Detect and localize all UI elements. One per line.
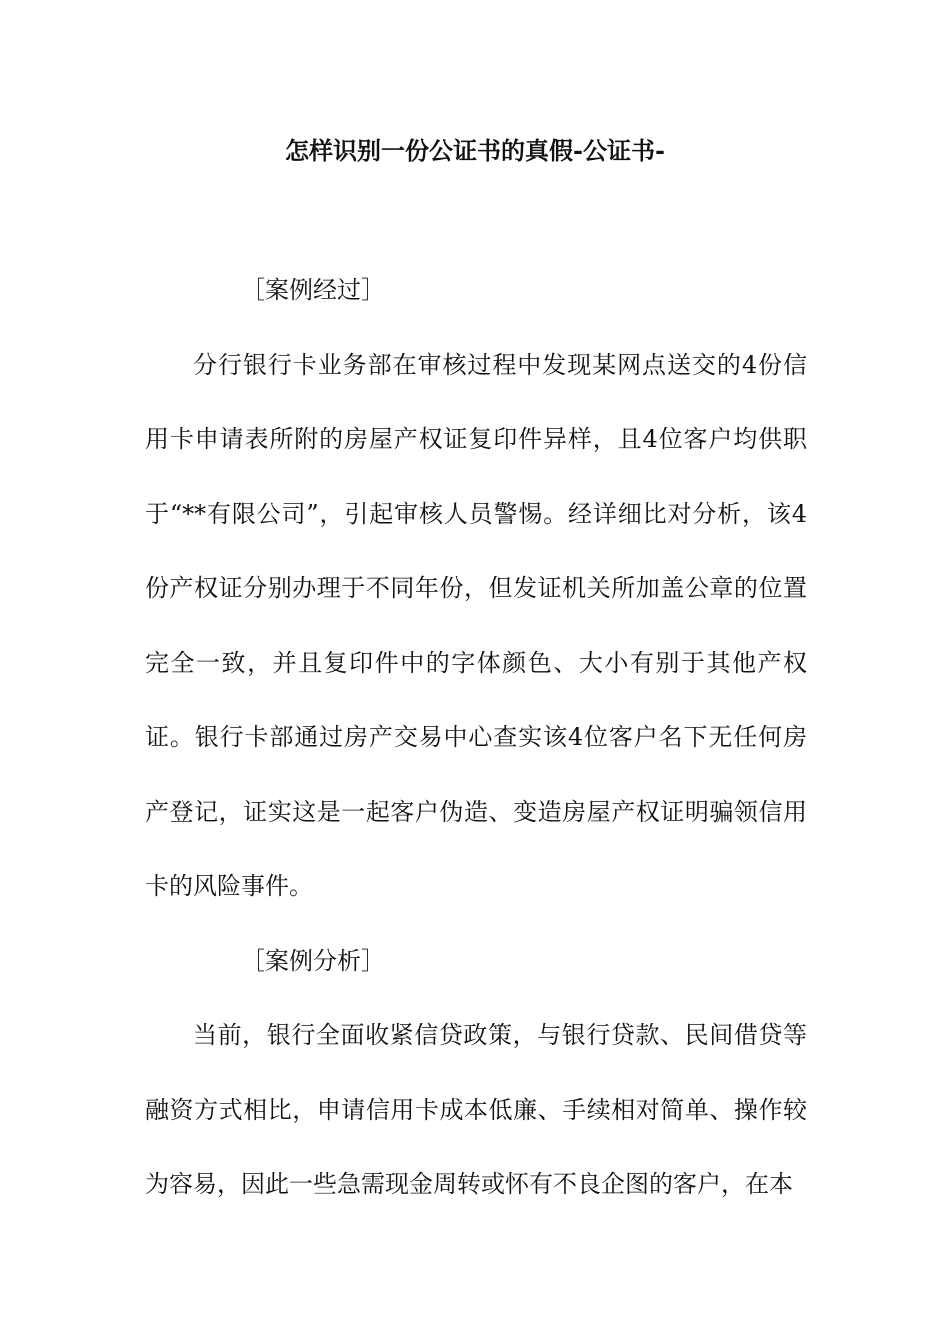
document-body xyxy=(145,253,807,1222)
section-paragraph-case-analysis: 当前，银行全面收紧信贷政策，与银行贷款、民间借贷等融资方式相比，申请信用卡成本低廉、手续相对简单、操作较为容易，因此一些急需现金周转或怀有不良企图的客户，在本 xyxy=(145,1021,807,1198)
section-paragraph-case-process: 分行银行卡业务部在审核过程中发现某网点送交的4份信用卡申请表所附的房屋产权证复印件异样，且4位客户均供职于“**有限公司”，引起审核人员警惕。经详细比对分析，该4份产权证分别办理于不同年份，但发证机关所加盖公章的位置完全一致，并且复印件中的字体颜色、大小有别于其他产权证。银行卡部通过房产交易中心查实该4位客户名下无任何房产登记，证实这是一起客户伪造、变造房屋产权证明骗领信用卡的风险事件。 xyxy=(145,350,807,900)
section-heading-case-process: ［案例经过］ xyxy=(241,276,385,304)
document-title: 怎样识别一份公证书的真假-公证书- xyxy=(285,136,665,165)
section-heading-case-analysis: ［案例分析］ xyxy=(241,946,385,975)
